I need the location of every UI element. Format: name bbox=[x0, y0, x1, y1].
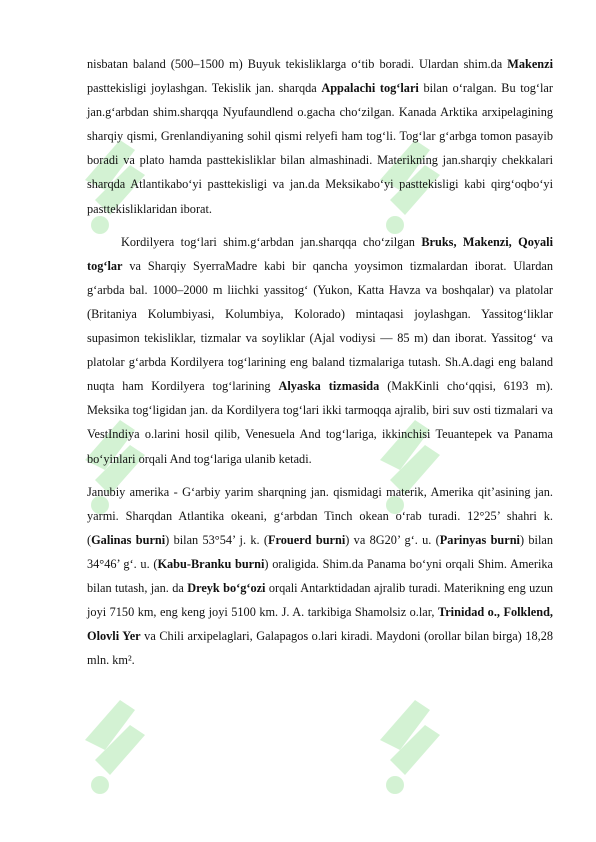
text-run: ) bilan 34°46’ g‘. u. ( bbox=[87, 532, 553, 571]
bold-term: Parinyas burni bbox=[439, 532, 520, 547]
text-run: bilan o‘ralgan. Bu tog‘lar jan.g‘arbdan shim.sharqqa Nyufaundlend o.gacha cho‘zilgan. Kanada Arktika arxipelagining sharqiy qismi, Grenlandiyaning sohil qismi relyefi ham tog‘li. Tog‘lar g‘arbga tomon pasayib boradi va plato hamda pasttekisliklar bilan almashinadi. Materikning jan.sharqiy chekkalari sharqda Atlantikabo‘yi pasttekisligi va jan.da Meksikabo‘yi pasttekisligi kabi qirg‘oqbo‘yi pasttekisliklaridan iborat. bbox=[87, 81, 553, 216]
text-run: va Chili arxipelaglari, Galapagos o.lari kiradi. Maydoni (orollar bilan birga) 18,28 mln. km². bbox=[87, 629, 553, 668]
text-run: ) va 8G20’ g‘. u. ( bbox=[345, 532, 440, 547]
bold-term: Makenzi bbox=[507, 57, 553, 71]
watermark-logo-icon bbox=[370, 680, 460, 800]
bold-term: Trinidad o., Folklend, Olovli Yer bbox=[87, 605, 554, 644]
bold-term: Galinas burni bbox=[91, 532, 166, 547]
text-run: orqali Antarktidadan ajralib turadi. Materikning eng uzun joyi 7150 km, eng keng joyi 5100 km. J. A. tarkibiga Shamolsiz o.lar, bbox=[87, 580, 553, 620]
paragraph bbox=[87, 230, 553, 471]
text-run: Janubiy amerika - G‘arbiy yarim sharqning jan. qismidagi materik, Amerika qit’asining jan. yarmi. Sharqdan Atlantika okeani, g‘arbdan Tinch okean o‘rab turadi. 12°25’ shahri k. ( bbox=[87, 484, 553, 547]
text-run: va Sharqiy SyerraMadre kabi bir qancha yoysimon tizmalardan iborat. Ulardan g‘arbda bal. 1000–2000 m liichki yassitog‘ (Yukon, Katta Havza va boshqalar) va platolar (Britaniya Kolumbiyasi, Kolumbiya, Kolorado) mintaqasi joylashgan. Yassitog‘liklar supasimon tekisliklar, tizmalar va soyliklar (Ajal vodiysi — 85 m) dan iborat. Yassitog‘ va platolar g‘arbda Kordilyera tog‘larining eng baland tizmalariga tutash. Sh.A.dagi eng baland nuqta ham Kordilyera tog‘larining bbox=[87, 258, 553, 394]
text-run: ) oraligida. Shim.da Panama bo‘yni orqali Shim. Amerika bilan tutash, jan. da bbox=[87, 556, 553, 595]
watermark-logo-icon bbox=[75, 680, 165, 800]
bold-term: Alyaska tizmasida bbox=[278, 379, 380, 394]
paragraph bbox=[87, 52, 553, 221]
bold-term: Dreyk bo‘g‘ozi bbox=[187, 580, 266, 595]
bold-term: Kabu-Branku burni bbox=[157, 556, 265, 571]
paragraph bbox=[87, 480, 553, 673]
text-run: nisbatan baland (500–1500 m) Buyuk tekisliklarga o‘tib boradi. Ulardan shim.da bbox=[87, 57, 508, 71]
bold-term: Frouerd burni bbox=[268, 532, 346, 547]
text-run: pasttekisligi joylashgan. Tekislik jan. sharqda bbox=[87, 81, 322, 96]
text-run: ) bilan 53°54’ j. k. ( bbox=[165, 532, 269, 547]
bold-term: Bruks, Makenzi, Qoyali tog‘lar bbox=[87, 234, 553, 273]
text-run: Kordilyera tog‘lari shim.g‘arbdan jan.sharqqa cho‘zilgan bbox=[121, 234, 422, 249]
bold-term: Appalachi tog‘lari bbox=[321, 81, 419, 96]
document-body bbox=[87, 52, 553, 681]
text-run: (MakKinli cho‘qqisi, 6193 m). Meksika tog‘ligidan jan. da Kordilyera tog‘lari ikki tarmoqqa ajralib, biri suv osti tizmalari va VestIndiya o.larini hosil qilib, Venesuela And tog‘lariga, ikkinchisi Teuantepek va Panama bo‘yinlari orqali And tog‘lariga ulanib ketadi. bbox=[87, 379, 553, 466]
